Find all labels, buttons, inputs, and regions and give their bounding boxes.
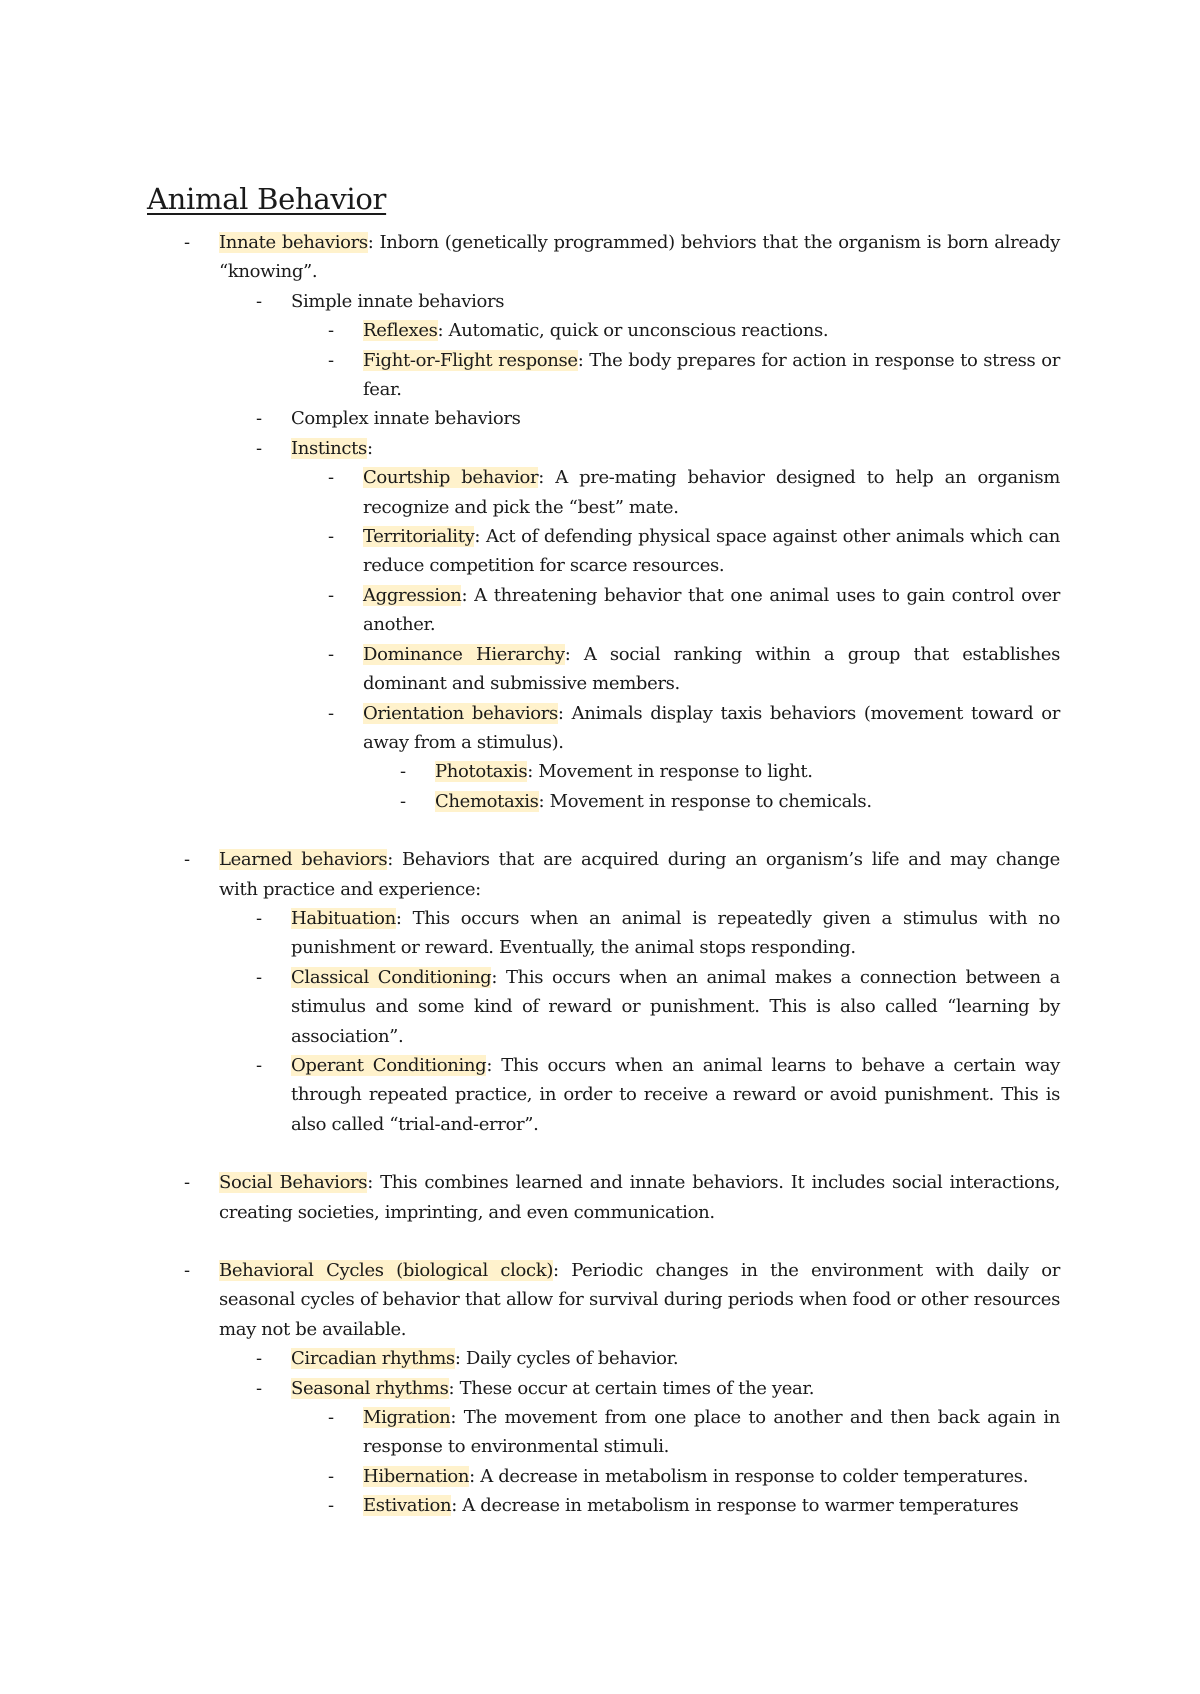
term-highlight: Instincts [291,437,367,459]
bullet: - [400,761,406,783]
definition-text: : A decrease in metabolism in response to warmer temperatures [451,1495,1019,1517]
definition-text: : [366,437,373,459]
list-item-fight-or-flight [328,346,1060,405]
term-highlight: Classical Conditioning [291,966,492,988]
term-highlight: Aggression [363,584,462,606]
list-item-estivation [328,1491,1060,1520]
list-item-territoriality [328,522,1060,581]
list-item-habituation [256,904,1060,963]
definition-text: : These occur at certain times of the year. [448,1377,815,1399]
blank-line [219,1139,1060,1168]
list-item-simple [256,287,1060,405]
term-highlight: Orientation behaviors [363,702,558,724]
bullet: - [328,584,334,606]
bullet: - [328,1495,334,1517]
term-highlight: Dominance Hierarchy [363,643,565,665]
definition-text: : The movement from one place to another and then back again in response to environmental stimuli. [363,1407,1060,1458]
list-item-complex [256,404,1060,433]
item-text: Simple innate behaviors [291,290,505,312]
page-title: Animal Behavior [147,182,387,216]
term-highlight: Courtship behavior [363,467,539,489]
bullet: - [256,290,262,312]
bullet: - [256,907,262,929]
bullet: - [184,1260,190,1281]
definition-text: : Animals display taxis behaviors (movement toward or away from a stimulus). [363,702,1060,753]
bullet: - [184,232,190,253]
bullet: - [184,849,190,871]
definition-text: : This occurs when an animal is repeatedly given a stimulus with no punishment or reward. Eventually, the animal stops responding. [291,907,1060,959]
list-item-instincts [256,434,1061,816]
bullet: - [328,526,334,548]
list-item-cycles [184,1256,1060,1521]
bullet: - [328,349,334,371]
term-highlight: Hibernation [363,1465,470,1487]
definition-text: : Act of defending physical space against other animals which can reduce competition for scarce resources. [363,526,1060,577]
list-item-migration [328,1403,1060,1462]
term-highlight: Migration [363,1407,451,1429]
list-item-operant [256,1051,1060,1139]
term-highlight: Operant Conditioning [291,1054,487,1076]
bullet: - [256,408,262,430]
list-item-circadian [256,1344,1060,1373]
definition-text: : A threatening behavior that one animal uses to gain control over another. [363,584,1060,636]
term-highlight: Territoriality [363,526,475,548]
bullet: - [256,437,262,459]
bullet: - [328,702,334,724]
term-highlight: Phototaxis [435,761,528,783]
definition-text: : This occurs when an animal makes a connection between a stimulus and some kind of reward or punishment. This is also called “learning by association”. [291,966,1060,1047]
list-item-aggression [328,581,1060,640]
list-item-hibernation [328,1462,1060,1491]
definition-text: : Automatic, quick or unconscious reactions. [437,320,829,342]
definition-text: : The body prepares for action in response to stress or fear. [363,349,1060,401]
definition-text: : A decrease in metabolism in response to colder temperatures. [469,1465,1029,1487]
definition-text: : This combines learned and innate behaviors. It includes social interactions, creating societies, imprinting, and even communication. [219,1172,1060,1223]
definition-text: : Behaviors that are acquired during an organism’s life and may change with practice and experience: [219,849,1060,900]
bullet: - [184,1172,190,1194]
list-item-phototaxis [400,757,1060,786]
definition-text: : Periodic changes in the environment with daily or seasonal cycles of behavior that allow for survival during periods when food or other resources may not be available. [219,1260,1060,1340]
bullet: - [328,1465,334,1487]
definition-text: : This occurs when an animal learns to behave a certain way through repeated practice, in order to receive a reward or avoid punishment. This is also called “trial-and-error”. [291,1054,1060,1135]
blank-line [219,1227,1060,1256]
term-highlight: Innate behaviors [219,232,368,253]
bullet: - [256,1348,262,1370]
term-highlight: Chemotaxis [435,790,539,812]
bullet: - [256,966,262,988]
list-item-dominance [328,640,1060,699]
bullet: - [328,1407,334,1429]
term-highlight: Seasonal rhythms [291,1377,449,1399]
term-highlight: Reflexes [363,320,438,342]
definition-text: : Daily cycles of behavior. [454,1348,679,1370]
term-highlight: Social Behaviors [219,1172,368,1194]
term-highlight: Learned behaviors [219,849,388,871]
term-highlight: Habituation [291,907,396,929]
bullet: - [256,1377,262,1399]
list-item-orientation [328,699,1060,817]
list-item-learned [184,845,1060,1168]
bullet: - [400,790,406,812]
bullet: - [328,643,334,665]
definition-text: : A social ranking within a group that establishes dominant and submissive members. [363,643,1060,695]
list-item-social [184,1168,1060,1256]
definition-text: : Movement in response to light. [527,761,813,783]
list-item-courtship [328,463,1061,522]
definition-text: : A pre-mating behavior designed to help an organism recognize and pick the “best” mate. [363,467,1061,518]
term-highlight: Circadian rhythms [291,1348,455,1370]
bullet: - [328,467,334,489]
blank-line [219,816,1060,845]
bullet: - [328,320,334,342]
list-item-innate [184,228,1061,845]
definition-text: : Movement in response to chemicals. [538,790,872,812]
term-highlight: Behavioral Cycles (biological clock) [219,1260,553,1281]
list-item-reflexes [328,316,1060,345]
term-highlight: Estivation [363,1495,452,1517]
list-item-seasonal [256,1374,1060,1521]
outline-list [147,228,1060,1521]
list-item-chemotaxis [400,787,1060,816]
item-text: Complex innate behaviors [291,408,521,430]
definition-text: : Inborn (genetically programmed) behviors that the organism is born already “knowing”. [219,232,1060,283]
term-highlight: Fight-or-Flight response [363,349,578,371]
bullet: - [256,1054,262,1076]
list-item-classical [256,963,1060,1051]
